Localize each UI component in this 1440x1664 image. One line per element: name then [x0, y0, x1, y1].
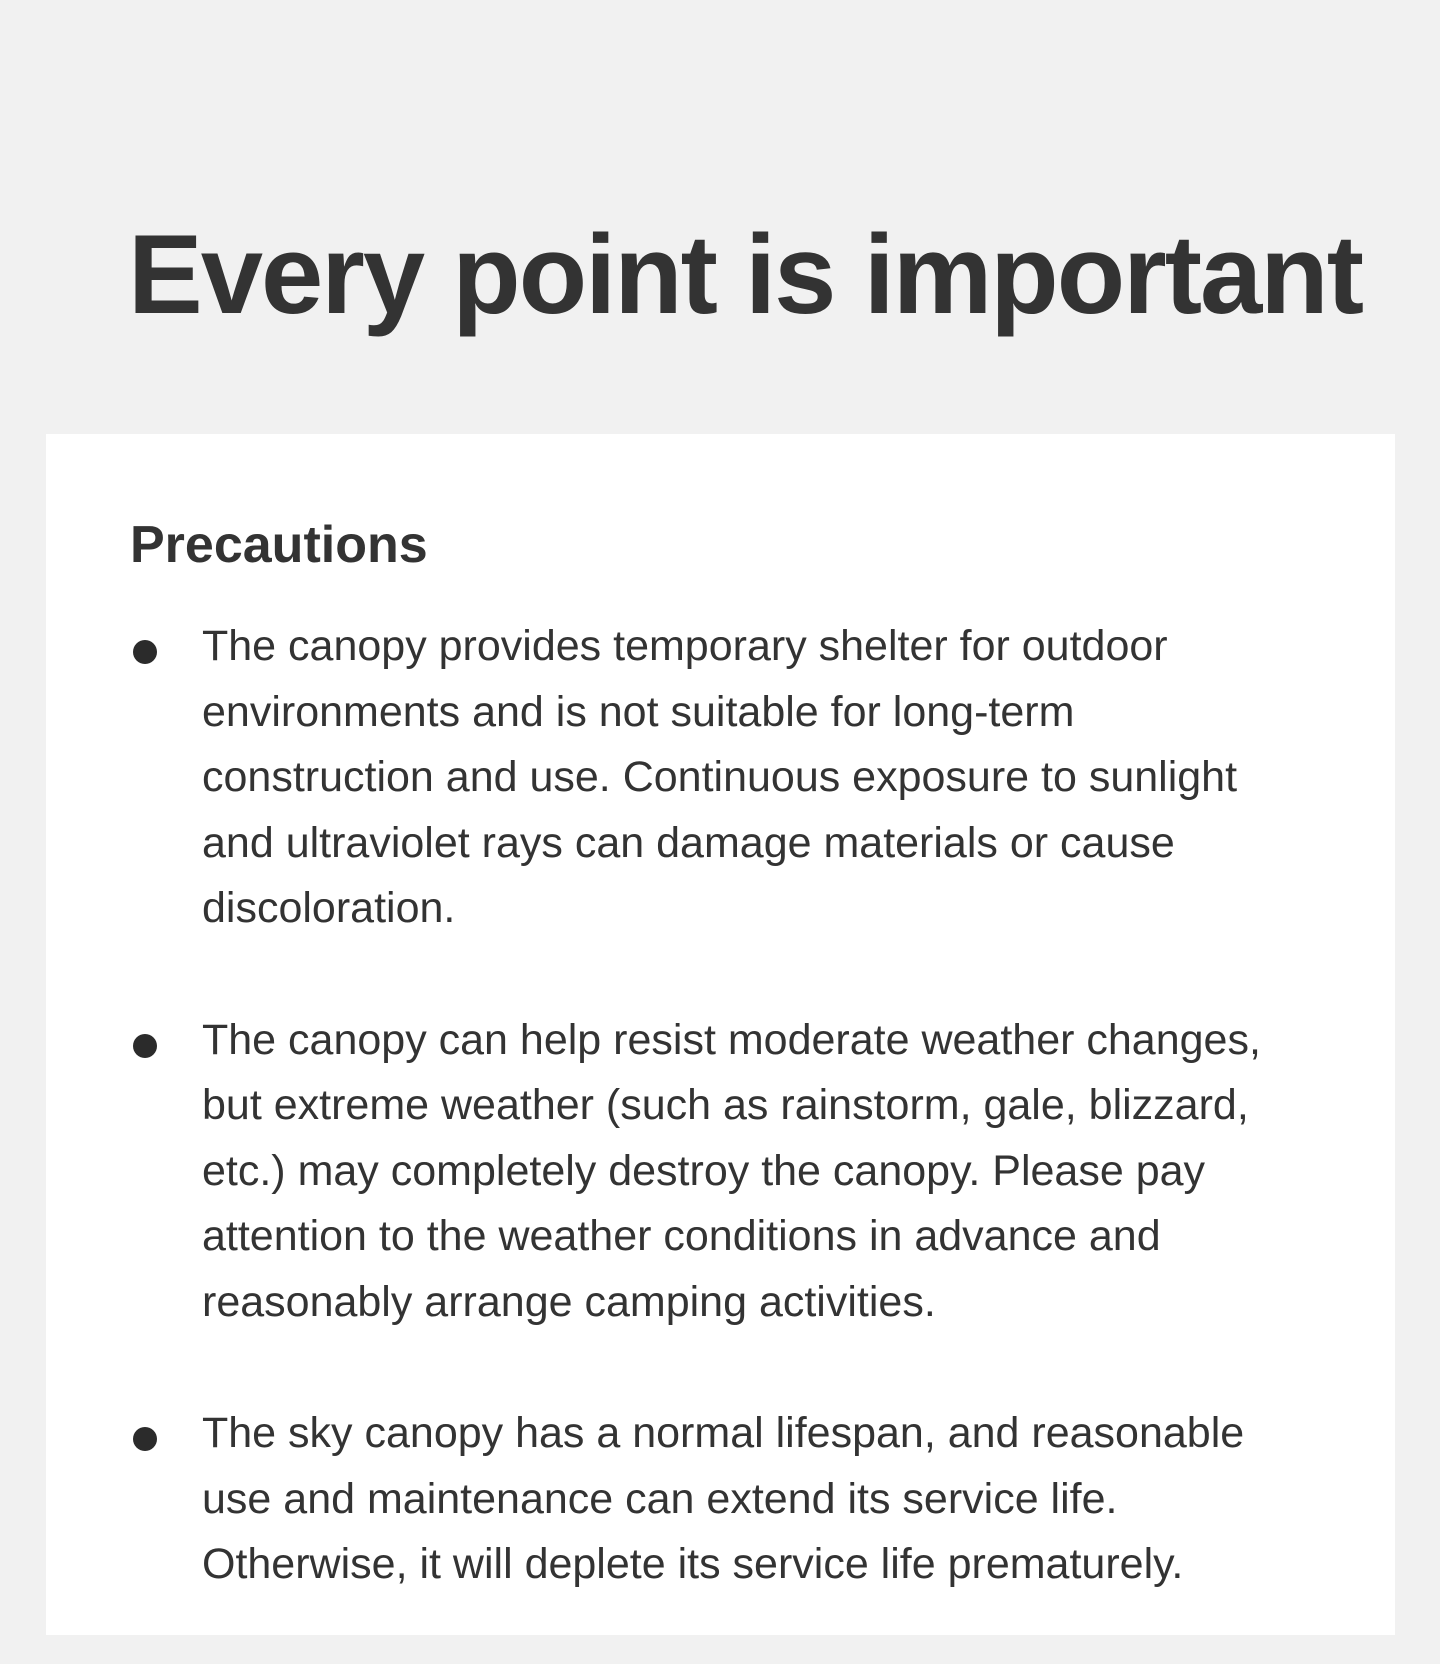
bullet-icon	[133, 1034, 157, 1058]
list-item	[46, 614, 1395, 942]
precaution-text: The sky canopy has a normal lifespan, and reasonable use and maintenance can extend its service life. Otherwise, it will deplete its service life prematurely.	[202, 1409, 1245, 1588]
list-item	[46, 1008, 1395, 1336]
bullet-icon	[133, 640, 157, 664]
precautions-card	[46, 434, 1395, 1635]
precautions-heading: Precautions	[130, 516, 428, 574]
bullet-icon	[133, 1427, 157, 1451]
precautions-list	[46, 614, 1395, 1664]
page-title: Every point is important	[128, 212, 1362, 337]
precaution-text: The canopy provides temporary shelter for outdoor environments and is not suitable for long-term construction and use. Continuous exposure to sunlight and ultraviolet rays can damage materials or cause discoloration.	[202, 622, 1238, 932]
precaution-text: The canopy can help resist moderate weather changes, but extreme weather (such as rainstorm, gale, blizzard, etc.) may completely destroy the canopy. Please pay attention to the weather conditions in advance and reasonably arrange camping activities.	[202, 1015, 1261, 1326]
list-item	[46, 1401, 1395, 1598]
